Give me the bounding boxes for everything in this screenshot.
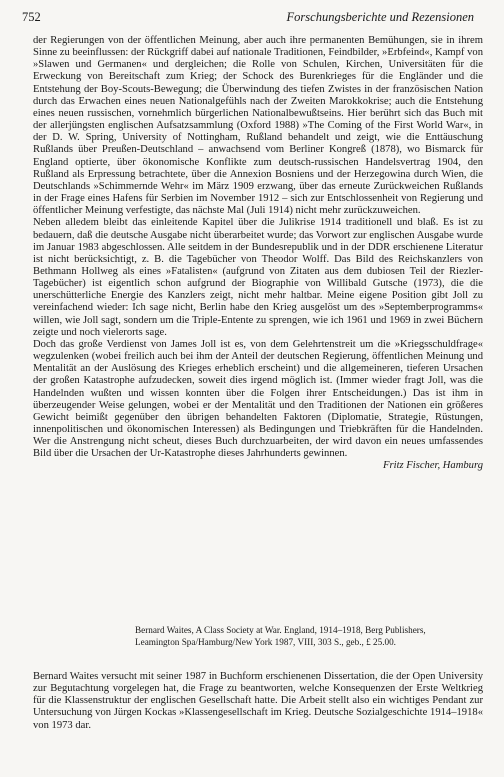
review-text-continued — [33, 35, 483, 473]
paragraph: der Regierungen von der öffentlichen Meinung, aber auch ihre permanenten Bemühungen, sie in ihrem Sinne zu beeinflussen: der Rückgriff dabei auf nationale Traditionen, Feindbilder, »Erbfeind«, Kampf von »Slawen und Germanen« und dergleichen; die Rolle von Schulen, Kirchen, Universitäten für die Erweckung von Bereitschaft zum Krieg; der Schock des Burenkrieges für die Engländer und die Entstehung der Boy-Scouts-Bewegung; die Überwindung des tiefen Zwistes in der französischen Nation durch das Erwachen eines neuen Nationalgefühls nach der Zweiten Marokkokrise; auch die Entstehung eines neuen russischen, vornehmlich bürgerlichen Nationalbewußtseins. Hier berührt sich das Buch mit der allerjüngsten englischen Aufsatzsammlung (Oxford 1988) »The Coming of the First World War«, in der D. W. Spring, University of Nottingham, Rußland behandelt und zeigt, wie die Enttäuschung Rußlands über Preußen-Deutschland – anwachsend vom Berliner Kongreß (1878), wo Bismarck für England optierte, über ökonomische Konflikte zum deutsch-russischen Handelsvertrag 1904, den Rußland als Erpressung betrachtete, über die Annexion Bosniens und der Herzegowina durch Wien, die Deutschlands »Schimmernde Wehr« im März 1909 erzwang, über das erneute Zurückweichen Rußlands in der Frage eines Hafens für Serbien im November 1912 – sich zur Entschlossenheit von Regierung und öffentlicher Meinung verfestigte, das nächste Mal (Juli 1914) nicht mehr zurückzuweichen. — [33, 35, 483, 217]
paragraph: Neben alledem bleibt das einleitende Kapitel über die Julikrise 1914 traditionell und blaß. Es ist zu bedauern, daß die deutsche Ausgabe nicht überarbeitet wurde; das Vorwort zur englischen Ausgabe wurde im Januar 1983 abgeschlossen. Alle seitdem in der Bundesrepublik und in der DDR erschienene Literatur ist nicht berücksichtigt, z. B. die Tagebücher von Theodor Wolff. Das Bild des Reichskanzlers von Bethmann Hollweg als eines »Fatalisten« (aufgrund von Zitaten aus dem dubiosen Teil der Riezler-Tagebücher) ist eigentlich schon aufgrund der Biographie von Willibald Gutsche (1973), die die unerschütterliche Energie des Kanzlers zeigt, nicht mehr haltbar. Meine eigene Position gibt Joll zu vereinfachend wieder: Ich sage nicht, Berlin habe den Krieg ausgelöst um des »Septemberprogramms« willen, wie Joll sagt, sondern um die Triple-Entente zu sprengen, wie ich 1961 und 1969 in zwei Büchern zeigte und noch vielerorts sage. — [33, 217, 483, 338]
page-header — [22, 10, 474, 28]
paragraph: Bernard Waites versucht mit seiner 1987 in Buchform erschienenen Dissertation, die der Open University zur Begutachtung vorgelegen hat, die Frage zu beantworten, welche Konsequenzen der Erste Weltkrieg für die Klassenstruktur der englischen Gesellschaft hatte. Die Arbeit stellt also ein wichtiges Pendant zur Untersuchung von Jürgen Kockas »Klassengesellschaft im Krieg. Deutsche Sozialgeschichte 1914–1918« von 1973 dar. — [33, 671, 483, 731]
review-bibliographic-header — [135, 624, 481, 648]
page-number: 752 — [22, 10, 41, 24]
paragraph: Doch das große Verdienst von James Joll ist es, von dem Gelehrtenstreit um die »Kriegsschuldfrage« wegzulenken (wobei freilich auch bei ihm der Anteil der deutschen Regierung, öffentlichen Meinung und Mentalität an der Auslösung des Krieges erheblich erscheint) und die allgemeineren, tieferen Ursachen der großen Katastrophe aufzudecken, soweit dies irgend möglich ist. (Immer wieder fragt Joll, was die Handelnden wußten und wissen konnten über die Folgen ihrer Entscheidungen.) Das ist ihm in überzeugender Weise gelungen, wobei er der Mentalität und den Traditionen der Nationen ein größeres Gewicht beimißt gegenüber den übrigen behandelten Faktoren (Diplomatie, Strategie, Rüstungen, innenpolitischen und ökonomischen Interessen) als Bedingungen und Triebkräften für die Handelnden. Wer die Anstrengung nicht scheut, dieses Buch durchzuarbeiten, der wird davon ein neues umfassendes Bild über die Ursachen der Ur-Katastrophe dieses Jahrhunderts gewinnen. — [33, 338, 483, 460]
bibliographic-line: Bernard Waites, A Class Society at War. England, 1914–1918, Berg Publishers, — [135, 625, 426, 635]
running-head: Forschungsberichte und Rezensionen — [286, 10, 474, 24]
bibliographic-line: Leamington Spa/Hamburg/New York 1987, VIII, 303 S., geb., £ 25.00. — [135, 637, 396, 647]
reviewer-signature: Fritz Fischer, Hamburg — [383, 460, 483, 472]
new-review-text — [33, 671, 483, 732]
